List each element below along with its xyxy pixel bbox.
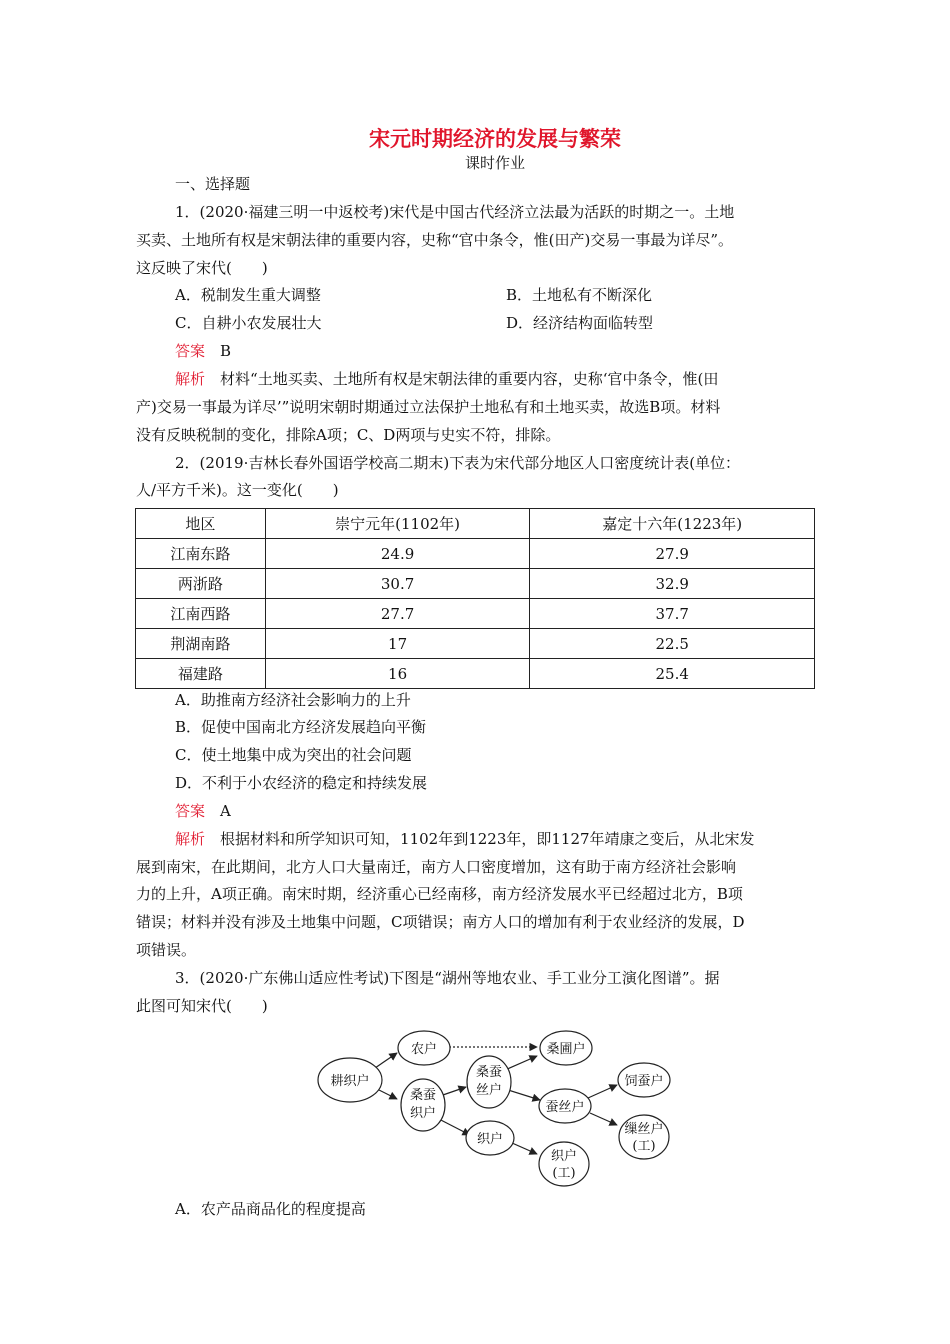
- node-label: 织户: [476, 1132, 504, 1147]
- node-label: 丝户: [475, 1083, 503, 1098]
- q2-line-1: 2．(2019·吉林长春外国语学校高二期末)下表为宋代部分地区人口密度统计表(单位：: [175, 454, 741, 472]
- table-row: [136, 539, 815, 569]
- arrow-cansi-to-saosi: [590, 1113, 617, 1125]
- q2-analysis-line-2: 展到南宋，在此期间，北方人口大量南迁，南方人口密度增加，这有助于南方经济社会影响: [136, 858, 737, 876]
- q1-analysis-text-1: 材料“土地买卖、土地所有权是宋朝法律的重要内容，史称‘官中条令，惟(田: [220, 370, 719, 388]
- arrow-sangcan-zhi-to-sangcan-si: [440, 1087, 466, 1096]
- table-cell: 江南西路: [136, 599, 266, 629]
- q2-answer-value: A: [220, 802, 231, 820]
- arrow-cansi-to-sican: [588, 1085, 617, 1098]
- q1-answer-value: B: [220, 342, 232, 360]
- node-label: 农户: [410, 1042, 438, 1057]
- q2-analysis-line-3: 力的上升，A项正确。南宋时期，经济重心已经南移，南方经济发展水平已经超过北方，B项: [136, 885, 743, 903]
- q3-line-1: 3．(2020·广东佛山适应性考试)下图是“湖州等地农业、手工业分工演化图谱”。据: [175, 969, 720, 987]
- q3-line-2: 此图可知宋代( ): [136, 997, 268, 1015]
- q2-option-d: D．不利于小农经济的稳定和持续发展: [175, 774, 428, 792]
- table-cell: 两浙路: [136, 569, 266, 599]
- table-cell: 17: [265, 629, 530, 659]
- q1-analysis-line-2: 产)交易一事最为详尽’”说明宋朝时期通过立法保护土地私有和土地买卖，故选B项。材料: [136, 398, 721, 416]
- q1-option-a: A．税制发生重大调整: [175, 286, 321, 304]
- q1-line-3: 这反映了宋代( ): [136, 259, 268, 277]
- q1-line-1: 1．(2020·福建三明一中返校考)宋代是中国古代经济立法最为活跃的时期之一。土地: [175, 203, 735, 221]
- arrow-zhihu-to-zhihu-gong: [512, 1143, 537, 1154]
- section-heading: 一、选择题: [175, 175, 251, 193]
- table-header-cell: 地区: [136, 509, 266, 539]
- node-label: (工): [632, 1139, 656, 1154]
- node-label: 饲蚕户: [624, 1074, 664, 1089]
- node-label: 织户: [550, 1149, 578, 1164]
- table-cell: 32.9: [530, 569, 815, 599]
- node-label: 桑蚕: [409, 1088, 437, 1103]
- table-cell: 24.9: [265, 539, 530, 569]
- q1-line-2: 买卖、土地所有权是宋朝法律的重要内容，史称“官中条令，惟(田产)交易一事最为详尽”。: [136, 231, 734, 249]
- q2-line-2: 人/平方千米)。这一变化( ): [136, 481, 339, 499]
- population-density-table: [135, 508, 815, 689]
- q2-analysis-line-1: [175, 828, 755, 850]
- page-subtitle: 课时作业: [464, 154, 525, 172]
- table-cell: 27.7: [265, 599, 530, 629]
- table-row: [136, 599, 815, 629]
- table-cell: 荆湖南路: [136, 629, 266, 659]
- q1-option-c: C．自耕小农发展壮大: [175, 314, 322, 332]
- table-cell: 37.7: [530, 599, 815, 629]
- table-cell: 25.4: [530, 659, 815, 689]
- q2-option-a: A．助推南方经济社会影响力的上升: [175, 691, 411, 709]
- q1-option-b: B．土地私有不断深化: [506, 286, 653, 304]
- answer-label: 答案: [175, 802, 206, 820]
- division-of-labor-diagram: [310, 1025, 680, 1190]
- table-cell: 福建路: [136, 659, 266, 689]
- table-header-cell: 崇宁元年(1102年): [265, 509, 530, 539]
- q1-option-d: D．经济结构面临转型: [506, 314, 654, 332]
- q1-analysis-line-1: [175, 368, 718, 390]
- node-label: 缫丝户: [624, 1122, 664, 1137]
- arrow-sangcan-si-to-cansi: [508, 1090, 540, 1100]
- table-row: [136, 629, 815, 659]
- analysis-label: 解析: [175, 370, 206, 388]
- node-label: 耕织户: [330, 1074, 370, 1089]
- q2-option-c: C．使土地集中成为突出的社会问题: [175, 746, 412, 764]
- node-sangcan-zhi-hu: [401, 1079, 445, 1131]
- arrow-sangcan-si-to-sangyuan: [505, 1056, 537, 1070]
- analysis-label: 解析: [175, 830, 206, 848]
- node-sangcan-si-hu: [467, 1056, 511, 1108]
- q1-analysis-line-3: 没有反映税制的变化，排除A项；C、D两项与史实不符，排除。: [136, 426, 561, 444]
- table-header-cell: 嘉定十六年(1223年): [530, 509, 815, 539]
- table-cell: 江南东路: [136, 539, 266, 569]
- table-row: [136, 659, 815, 689]
- q2-option-b: B．促使中国南北方经济发展趋向平衡: [175, 718, 427, 736]
- table-cell: 22.5: [530, 629, 815, 659]
- arrow-gengzhi-to-nong: [375, 1053, 397, 1068]
- answer-label: 答案: [175, 342, 206, 360]
- node-label: (工): [552, 1166, 576, 1181]
- table-header-row: [136, 509, 815, 539]
- node-label: 桑圃户: [546, 1042, 586, 1057]
- table-cell: 27.9: [530, 539, 815, 569]
- q2-analysis-text-1: 根据材料和所学知识可知，1102年到1223年，即1127年靖康之变后，从北宋发: [220, 830, 755, 848]
- q2-answer: [175, 800, 231, 822]
- q2-analysis-line-4: 错误；材料并没有涉及土地集中问题，C项错误；南方人口的增加有利于农业经济的发展，D: [136, 913, 745, 931]
- node-label: 织户: [409, 1106, 437, 1121]
- table-cell: 16: [265, 659, 530, 689]
- table-cell: 30.7: [265, 569, 530, 599]
- node-label: 桑蚕: [475, 1065, 503, 1080]
- table-row: [136, 569, 815, 599]
- q2-analysis-line-5: 项错误。: [136, 941, 197, 959]
- q3-option-a: A．农产品商品化的程度提高: [175, 1200, 366, 1218]
- q1-answer: [175, 340, 231, 362]
- node-label: 蚕丝户: [545, 1100, 585, 1115]
- page-title: 宋元时期经济的发展与繁荣: [369, 126, 621, 151]
